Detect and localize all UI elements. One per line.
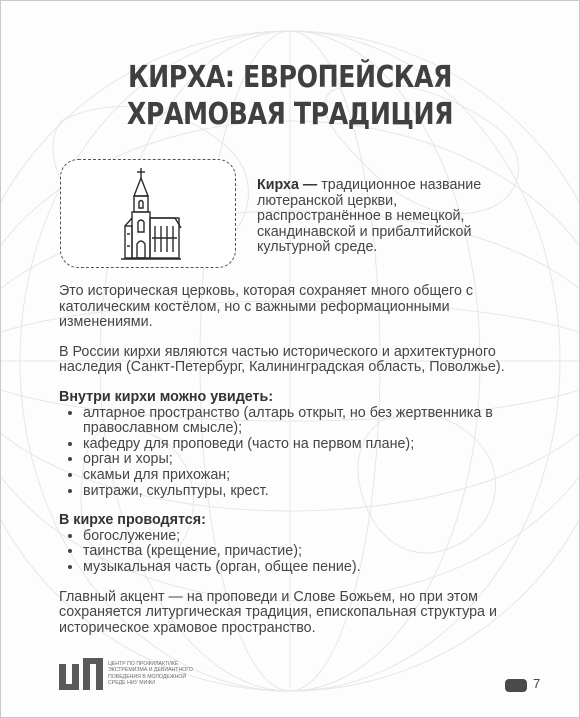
inside-list <box>59 406 529 500</box>
church-image-frame <box>60 159 236 268</box>
list-item: • таинства (крещение, причастие); <box>83 544 529 560</box>
page-title: КИРХА: ЕВРОПЕЙСКАЯ ХРАМОВАЯ ТРАДИЦИЯ <box>126 60 454 132</box>
page-number: 7 <box>533 676 541 691</box>
list-item: • алтарное пространство (алтарь открыт, но без жертвенника в православном смысле); <box>83 406 529 437</box>
conclusion-paragraph: Главный акцент — на проповеди и Слове Божьем, но при этом сохраняется литургическая традиция, епископальная структура и историческое храмовое пространство. <box>59 588 497 636</box>
list-item: • скамьи для прихожан; <box>83 468 529 484</box>
services-list <box>59 529 529 576</box>
paragraph-1: Это историческая церковь, которая сохраняет много общего с католическим костёлом, но с важными реформационными изменениями. <box>59 283 474 331</box>
intro-definition <box>257 178 517 256</box>
list-item: • музыкальная часть (орган, общее пение). <box>83 560 529 576</box>
intro-term: Кирха — <box>257 177 318 193</box>
services-heading: В кирхе проводятся: <box>59 512 206 529</box>
main-text <box>59 284 529 650</box>
center-logo-text: ЦЕНТР ПО ПРОФИЛАКТИКЕ ЭКСТРЕМИЗМА И ДЕВИАНТНОГО ПОВЕДЕНИЯ В МОЛОДЕЖНОЙ СРЕДЕ НИУ МИФИ <box>108 661 193 686</box>
paragraph-2: В России кирхи являются частью исторического и архитектурного наследия (Санкт-Петербург, Калининградская область, Поволжье). <box>59 343 505 376</box>
list-item: • богослужение; <box>83 529 529 545</box>
list-item: • орган и хоры; <box>83 452 529 468</box>
page-number-badge <box>505 679 527 692</box>
intro-text: традиционное название лютеранской церкви, распространённое в немецкой, скандинавской и прибалтийской культурной среде. <box>257 177 482 255</box>
list-item: • витражи, скульптуры, крест. <box>83 484 529 500</box>
inside-heading: Внутри кирхи можно увидеть: <box>59 388 274 405</box>
list-item: • кафедру для проповеди (часто на первом плане); <box>83 437 529 453</box>
center-logo-icon <box>59 658 103 692</box>
church-icon <box>119 166 183 262</box>
